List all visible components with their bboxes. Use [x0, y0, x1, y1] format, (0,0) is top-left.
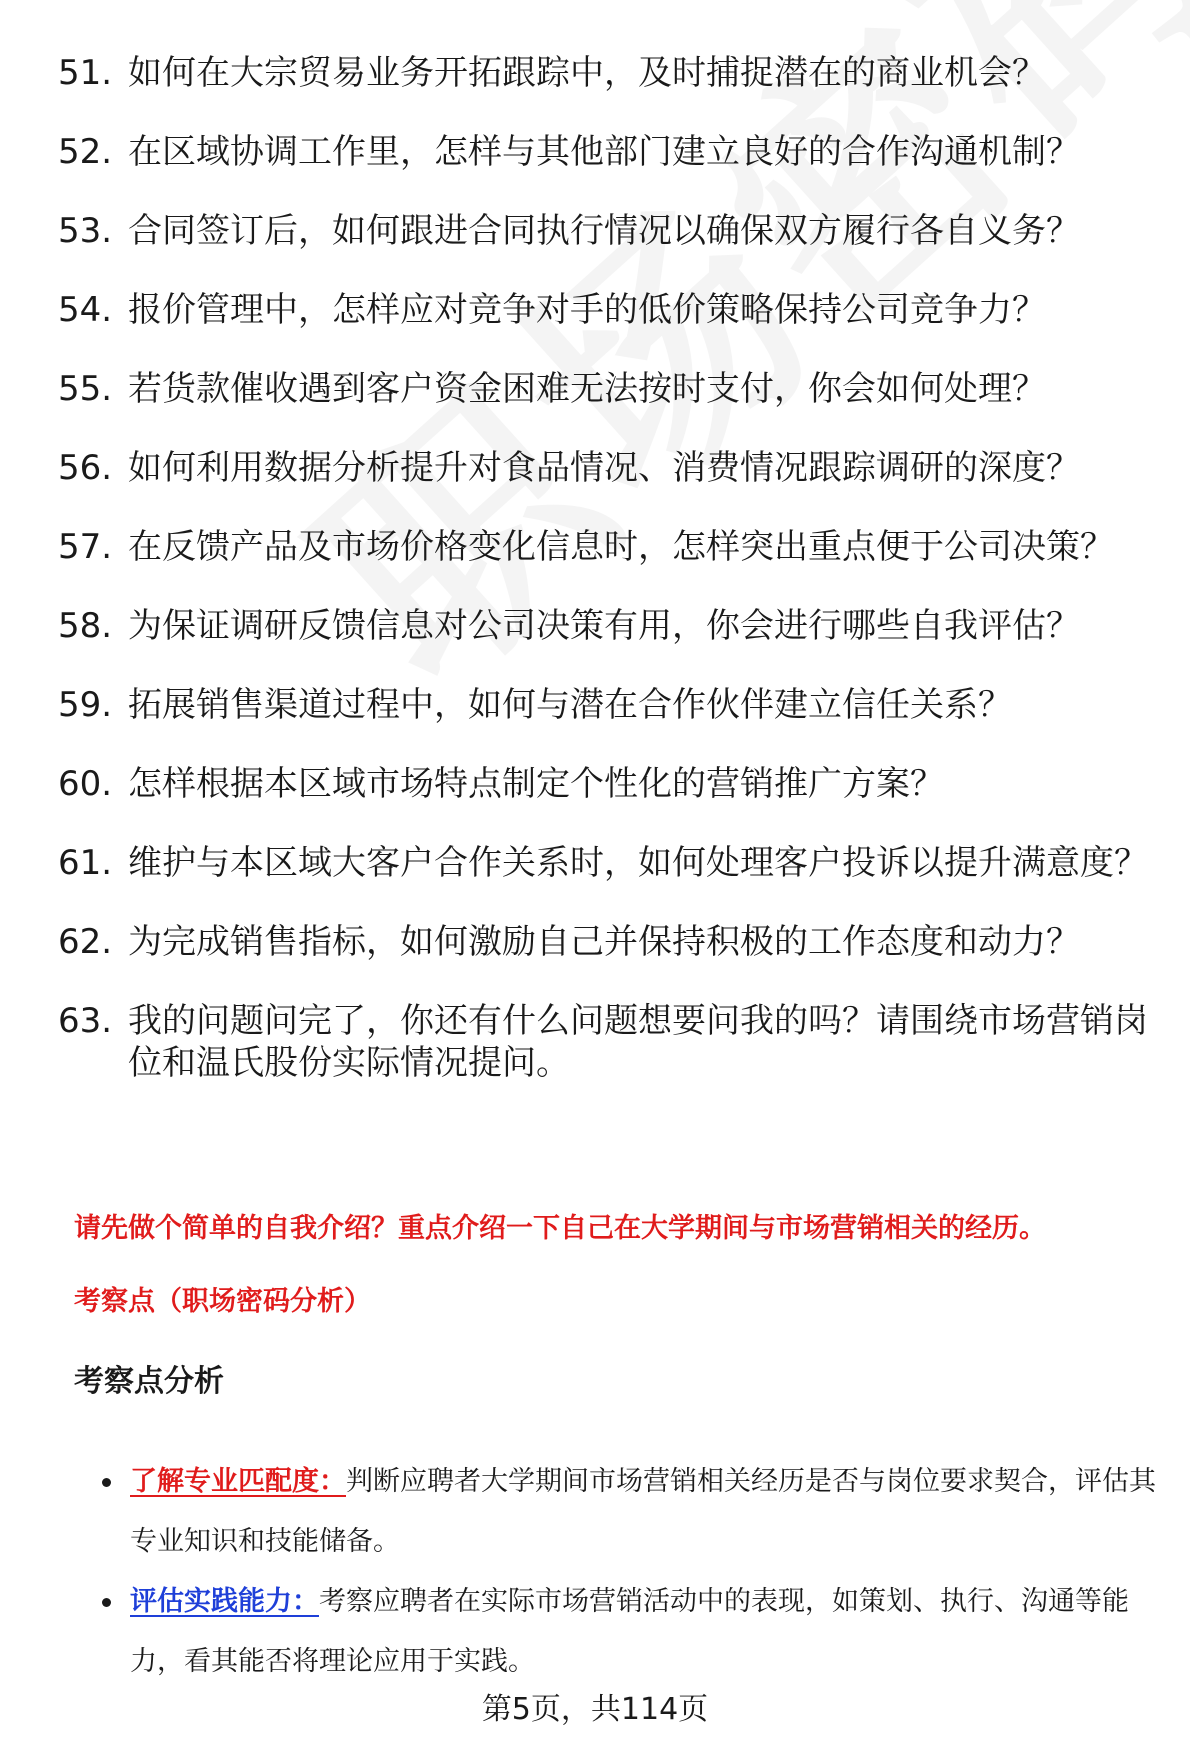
- question-item: [58, 684, 1148, 726]
- question-item: [58, 921, 1148, 963]
- question-number: 63.: [58, 1001, 113, 1041]
- analysis-heading: 考察点分析: [74, 1364, 224, 1399]
- question-number: 52.: [58, 132, 113, 172]
- question-item: [58, 289, 1148, 331]
- question-text: 在区域协调工作里，怎样与其他部门建立良好的合作沟通机制？: [128, 132, 1080, 172]
- question-item: [58, 526, 1148, 568]
- bullet-label-link[interactable]: 了解专业匹配度：: [130, 1466, 346, 1497]
- bullet-dot-icon: [102, 1598, 111, 1607]
- exam-point-title: 考察点（职场密码分析）: [74, 1286, 371, 1317]
- question-number: 59.: [58, 685, 113, 725]
- page-footer: 第5页，共114页: [481, 1692, 709, 1727]
- question-item: [58, 447, 1148, 489]
- question-text: 为完成销售指标，如何激励自己并保持积极的工作态度和动力？: [128, 922, 1080, 962]
- question-item: [58, 52, 1148, 94]
- question-number: 62.: [58, 922, 113, 962]
- analysis-bullet: [100, 1572, 1160, 1692]
- question-item: [58, 131, 1148, 173]
- question-text: 怎样根据本区域市场特点制定个性化的营销推广方案？: [128, 764, 944, 804]
- question-text: 若货款催收遇到客户资金困难无法按时支付，你会如何处理？: [128, 369, 1046, 409]
- question-item: [58, 842, 1148, 884]
- question-number: 55.: [58, 369, 113, 409]
- question-number: 57.: [58, 527, 113, 567]
- question-list: [58, 52, 1148, 1121]
- question-number: 51.: [58, 53, 113, 93]
- question-item: [58, 605, 1148, 647]
- question-item: [58, 210, 1148, 252]
- bullet-text: 判断应聘者大学期间市场营销相关经历是否与岗位要求契合，评估其专业知识和技能储备。: [130, 1466, 1156, 1557]
- question-text: 报价管理中，怎样应对竞争对手的低价策略保持公司竞争力？: [128, 290, 1046, 330]
- question-number: 60.: [58, 764, 113, 804]
- intro-question: 请先做个简单的自我介绍？重点介绍一下自己在大学期间与市场营销相关的经历。: [74, 1213, 1046, 1244]
- bullet-label-link[interactable]: 评估实践能力：: [130, 1586, 319, 1617]
- question-item: [58, 368, 1148, 410]
- question-item: [58, 763, 1148, 805]
- question-text: 合同签订后，如何跟进合同执行情况以确保双方履行各自义务？: [128, 211, 1080, 251]
- analysis-bullet: [100, 1452, 1160, 1572]
- question-number: 61.: [58, 843, 113, 883]
- question-number: 53.: [58, 211, 113, 251]
- question-item: [58, 1000, 1148, 1084]
- bullet-dot-icon: [102, 1478, 111, 1487]
- question-text: 为保证调研反馈信息对公司决策有用，你会进行哪些自我评估？: [128, 606, 1080, 646]
- question-text: 拓展销售渠道过程中，如何与潜在合作伙伴建立信任关系？: [128, 685, 1012, 725]
- question-number: 54.: [58, 290, 113, 330]
- question-text: 维护与本区域大客户合作关系时，如何处理客户投诉以提升满意度？: [128, 843, 1148, 883]
- question-text: 如何在大宗贸易业务开拓跟踪中，及时捕捉潜在的商业机会？: [128, 53, 1046, 93]
- question-number: 58.: [58, 606, 113, 646]
- question-number: 56.: [58, 448, 113, 488]
- analysis-bullet-list: [100, 1452, 1160, 1692]
- question-text: 如何利用数据分析提升对食品情况、消费情况跟踪调研的深度？: [128, 448, 1080, 488]
- bullet-text: 考察应聘者在实际市场营销活动中的表现，如策划、执行、沟通等能力，看其能否将理论应用于实践。: [130, 1586, 1129, 1677]
- question-text: 在反馈产品及市场价格变化信息时，怎样突出重点便于公司决策？: [128, 527, 1114, 567]
- question-text: 我的问题问完了，你还有什么问题想要问我的吗？请围绕市场营销岗位和温氏股份实际情况提问。: [128, 1001, 1148, 1083]
